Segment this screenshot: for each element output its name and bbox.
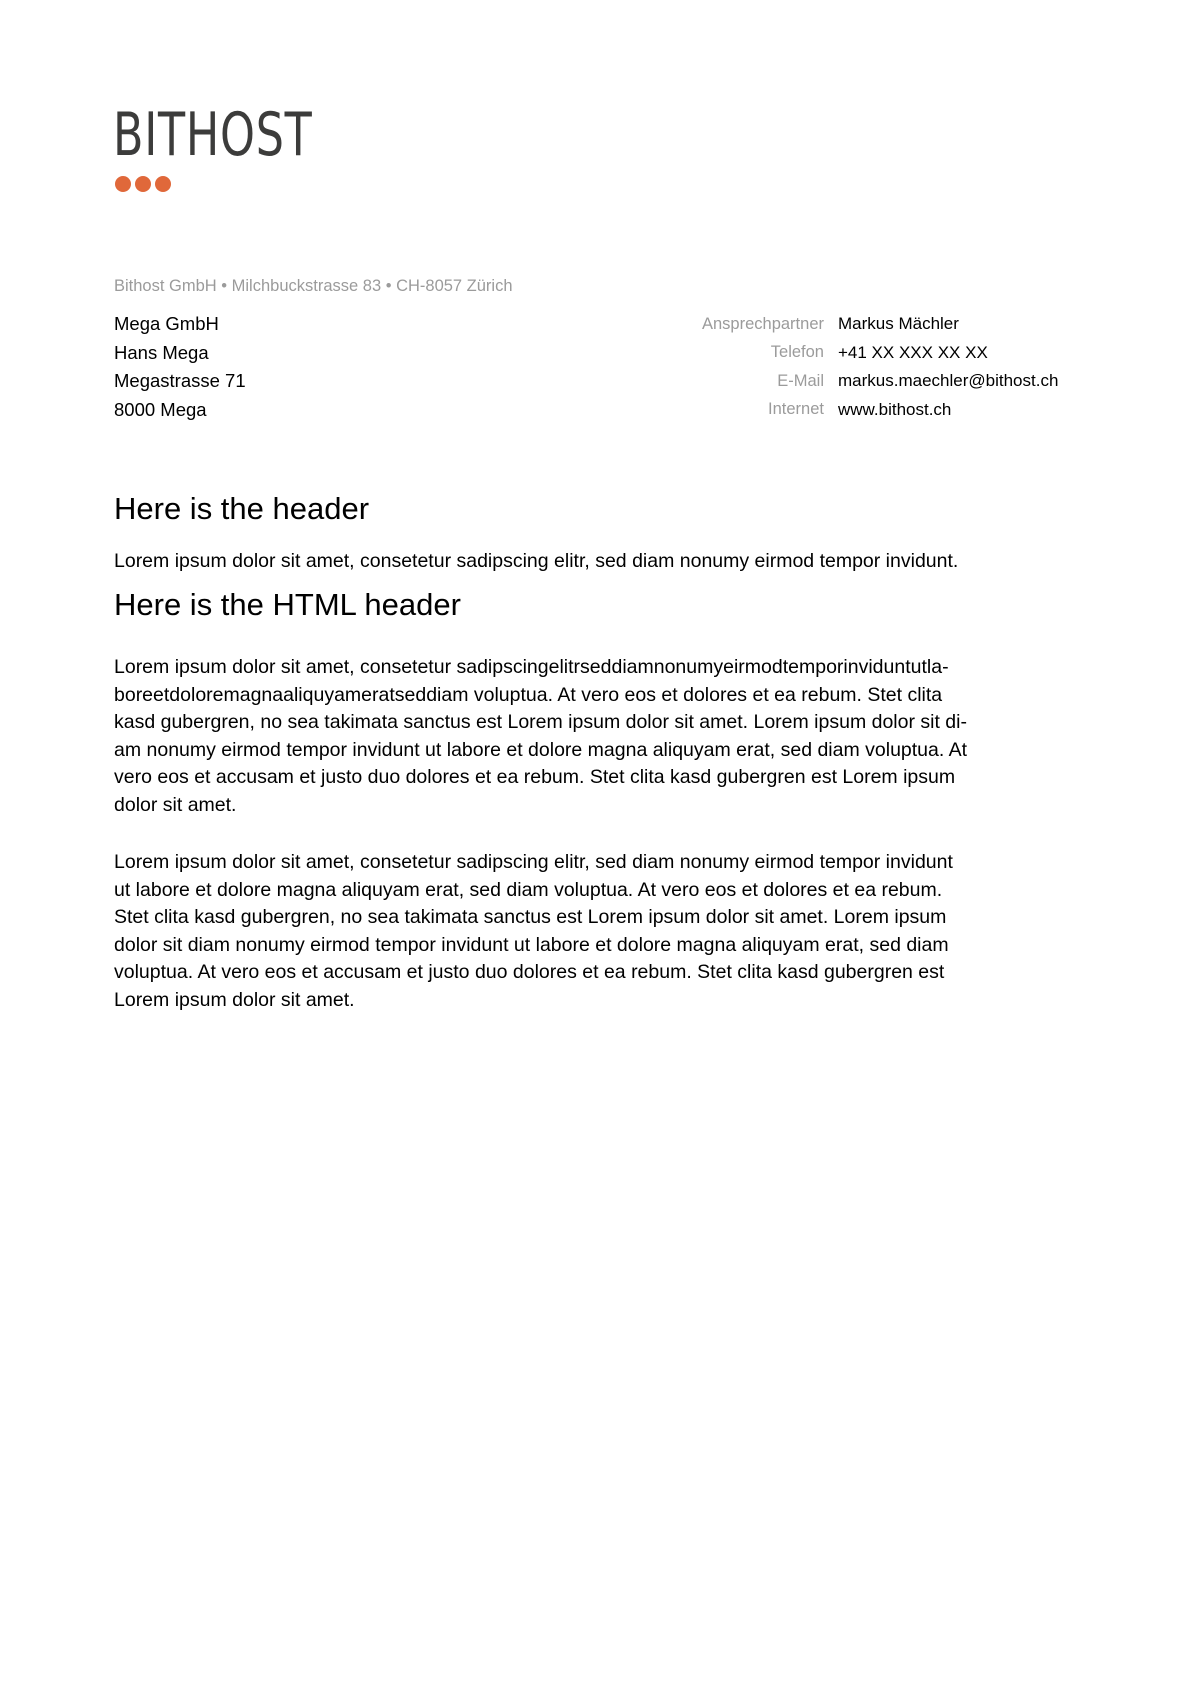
body-paragraph-2 (114, 849, 1104, 1014)
logo-wordmark: BITHOST (113, 100, 313, 170)
recipient-city: 8000 Mega (114, 398, 207, 420)
paragraph-line: Stet clita kasd gubergren, no sea takimata sanctus est Lorem ipsum dolor sit amet. Lorem ipsum (114, 906, 947, 928)
intro-paragraph: Lorem ipsum dolor sit amet, consetetur sadipscing elitr, sed diam nonumy eirmod tempor invidunt. (114, 550, 959, 572)
paragraph-line: dolor sit amet. (114, 793, 237, 816)
contact-row-phone (640, 339, 1080, 368)
contact-row-email (640, 367, 1080, 396)
recipient-street: Megastrasse 71 (114, 370, 246, 391)
body-paragraph-1 (114, 654, 1104, 819)
html-section-header: Here is the HTML header (114, 587, 461, 622)
logo-dot (115, 176, 131, 192)
paragraph-line: voluptua. At vero eos et accusam et justo duo dolores et ea rebum. Stet clita kasd gubergren est (114, 961, 945, 983)
contact-label: Ansprechpartner (702, 314, 824, 333)
paragraph-line: Lorem ipsum dolor sit amet, consetetur sadipscing elitr, sed diam nonumy eirmod tempor invidunt (114, 851, 953, 873)
contact-row-internet (640, 396, 1080, 425)
sender-address-line: Bithost GmbH • Milchbuckstrasse 83 • CH-8057 Zürich (114, 277, 513, 295)
paragraph-line: Lorem ipsum dolor sit amet. (114, 988, 355, 1011)
recipient-name: Hans Mega (114, 341, 209, 363)
contact-label: E-Mail (777, 371, 824, 390)
contact-row-person (640, 310, 1080, 339)
paragraph-line: Lorem ipsum dolor sit amet, consetetur sadipscingelitrseddiamnonumyeirmodtemporinviduntutla- (114, 656, 949, 678)
contact-label: Internet (768, 400, 824, 419)
section-header: Here is the header (114, 491, 370, 526)
contact-website-value: www.bithost.ch (838, 399, 952, 419)
logo-dot (135, 176, 151, 192)
contact-info-table (640, 310, 1080, 424)
contact-phone-value: +41 XX XXX XX XX (838, 342, 988, 362)
contact-email-value: markus.maechler@bithost.ch (838, 371, 1059, 391)
recipient-address (114, 310, 246, 424)
paragraph-line: kasd gubergren, no sea takimata sanctus est Lorem ipsum dolor sit amet. Lorem ipsum dolor sit di- (114, 711, 967, 733)
recipient-company: Mega GmbH (114, 313, 219, 334)
logo-dots (115, 176, 171, 192)
paragraph-line: dolor sit diam nonumy eirmod tempor invidunt ut labore et dolore magna aliquyam erat, sed diam (114, 933, 949, 956)
company-logo (113, 100, 383, 170)
contact-person-value: Markus Mächler (838, 314, 959, 334)
logo-dot (155, 176, 171, 192)
paragraph-line: boreetdoloremagnaaliquyameratseddiam voluptua. At vero eos et dolores et ea rebum. Stet clita (114, 683, 943, 706)
contact-label: Telefon (770, 343, 824, 362)
paragraph-line: vero eos et accusam et justo duo dolores et ea rebum. Stet clita kasd gubergren est Lorem ipsum (114, 766, 956, 788)
paragraph-line: am nonumy eirmod tempor invidunt ut labore et dolore magna aliquyam erat, sed diam voluptua. At (114, 738, 968, 761)
paragraph-line: ut labore et dolore magna aliquyam erat, sed diam voluptua. At vero eos et dolores et ea rebum. (114, 878, 943, 901)
